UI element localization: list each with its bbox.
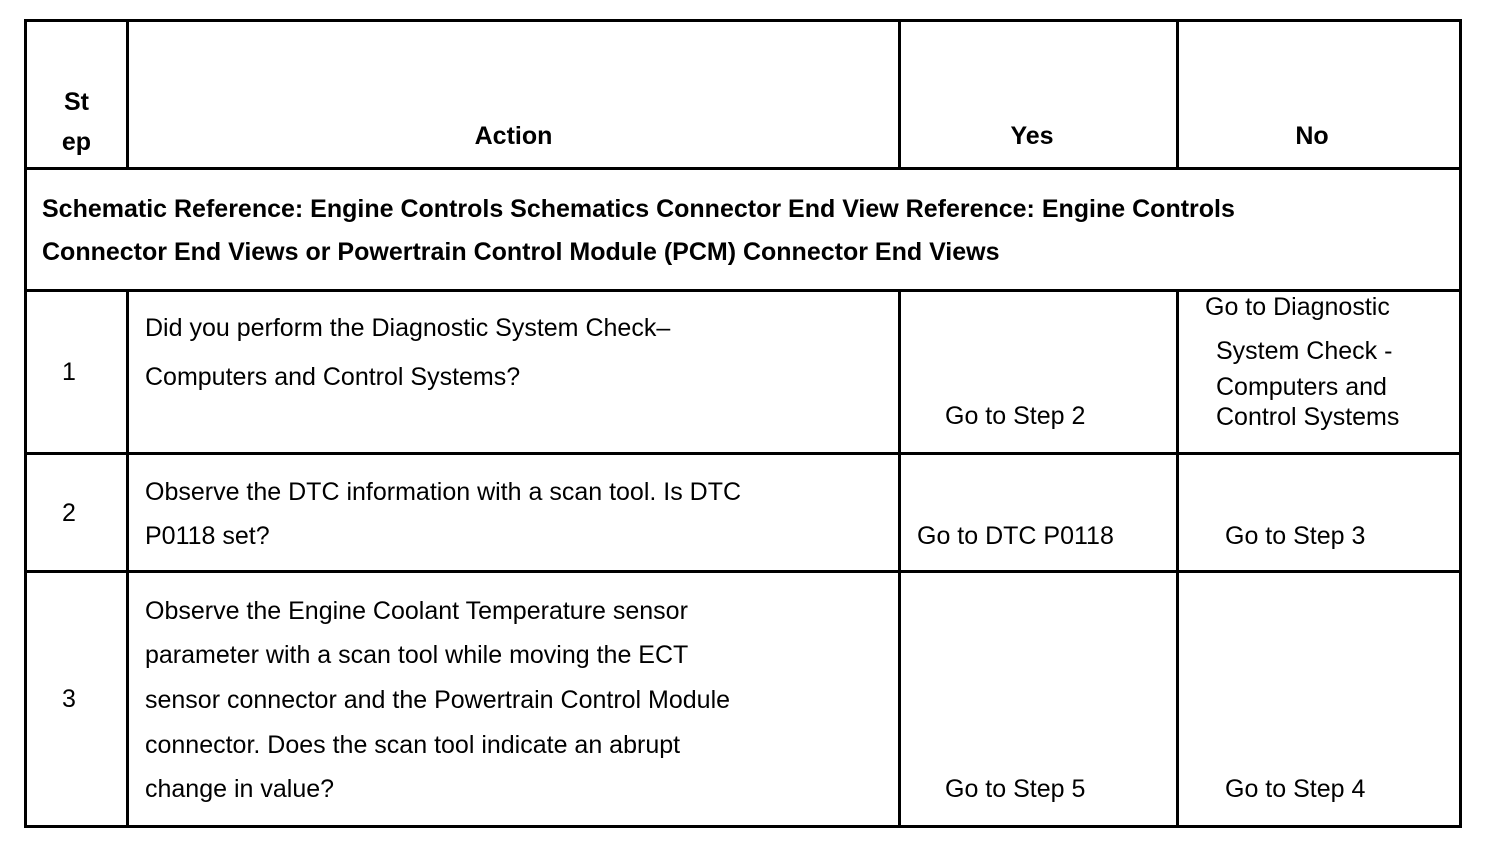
action-line: sensor connector and the Powertrain Control Module [145, 686, 731, 714]
no-answer-line: Computers and [1216, 373, 1387, 401]
action-line: connector. Does the scan tool indicate an abrupt [145, 731, 681, 759]
header-no: No [1295, 122, 1329, 150]
action-line: P0118 set? [145, 522, 270, 550]
table-border-bottom [24, 825, 1462, 828]
no-answer-line: Control Systems [1216, 403, 1400, 431]
action-line: Observe the Engine Coolant Temperature sensor [145, 597, 688, 625]
action-line: parameter with a scan tool while moving the ECT [145, 641, 689, 669]
header-divider [24, 167, 1462, 170]
column-divider [898, 289, 901, 828]
table-border-top [24, 19, 1462, 22]
row-divider [24, 570, 1462, 573]
header-step-line: St [64, 88, 89, 116]
column-divider [1176, 289, 1179, 828]
header-yes: Yes [1010, 122, 1054, 150]
yes-answer: Go to Step 5 [945, 775, 1086, 803]
action-line: Did you perform the Diagnostic System Check– [145, 314, 671, 342]
action-line: Observe the DTC information with a scan tool. Is DTC [145, 478, 742, 506]
yes-answer: Go to DTC P0118 [917, 522, 1114, 550]
step-number: 3 [62, 685, 76, 713]
no-answer-line: System Check - [1216, 337, 1393, 365]
action-line: change in value? [145, 775, 335, 803]
header-step [27, 82, 126, 162]
column-divider [126, 289, 129, 828]
header-action: Action [474, 122, 553, 150]
row-divider [24, 452, 1462, 455]
no-answer-line: Go to Diagnostic [1205, 293, 1390, 321]
reference-line: Schematic Reference: Engine Controls Schematics Connector End View Reference: Engine Controls [42, 195, 1235, 223]
no-answer: Go to Step 4 [1225, 775, 1366, 803]
reference-line: Connector End Views or Powertrain Control Module (PCM) Connector End Views [42, 238, 1000, 266]
action-line: Computers and Control Systems? [145, 363, 521, 391]
yes-answer: Go to Step 2 [945, 402, 1086, 430]
header-step-line: ep [61, 128, 92, 156]
table-border-right [1459, 19, 1462, 828]
step-number: 2 [62, 499, 76, 527]
no-answer: Go to Step 3 [1225, 522, 1366, 550]
step-number: 1 [62, 358, 76, 386]
